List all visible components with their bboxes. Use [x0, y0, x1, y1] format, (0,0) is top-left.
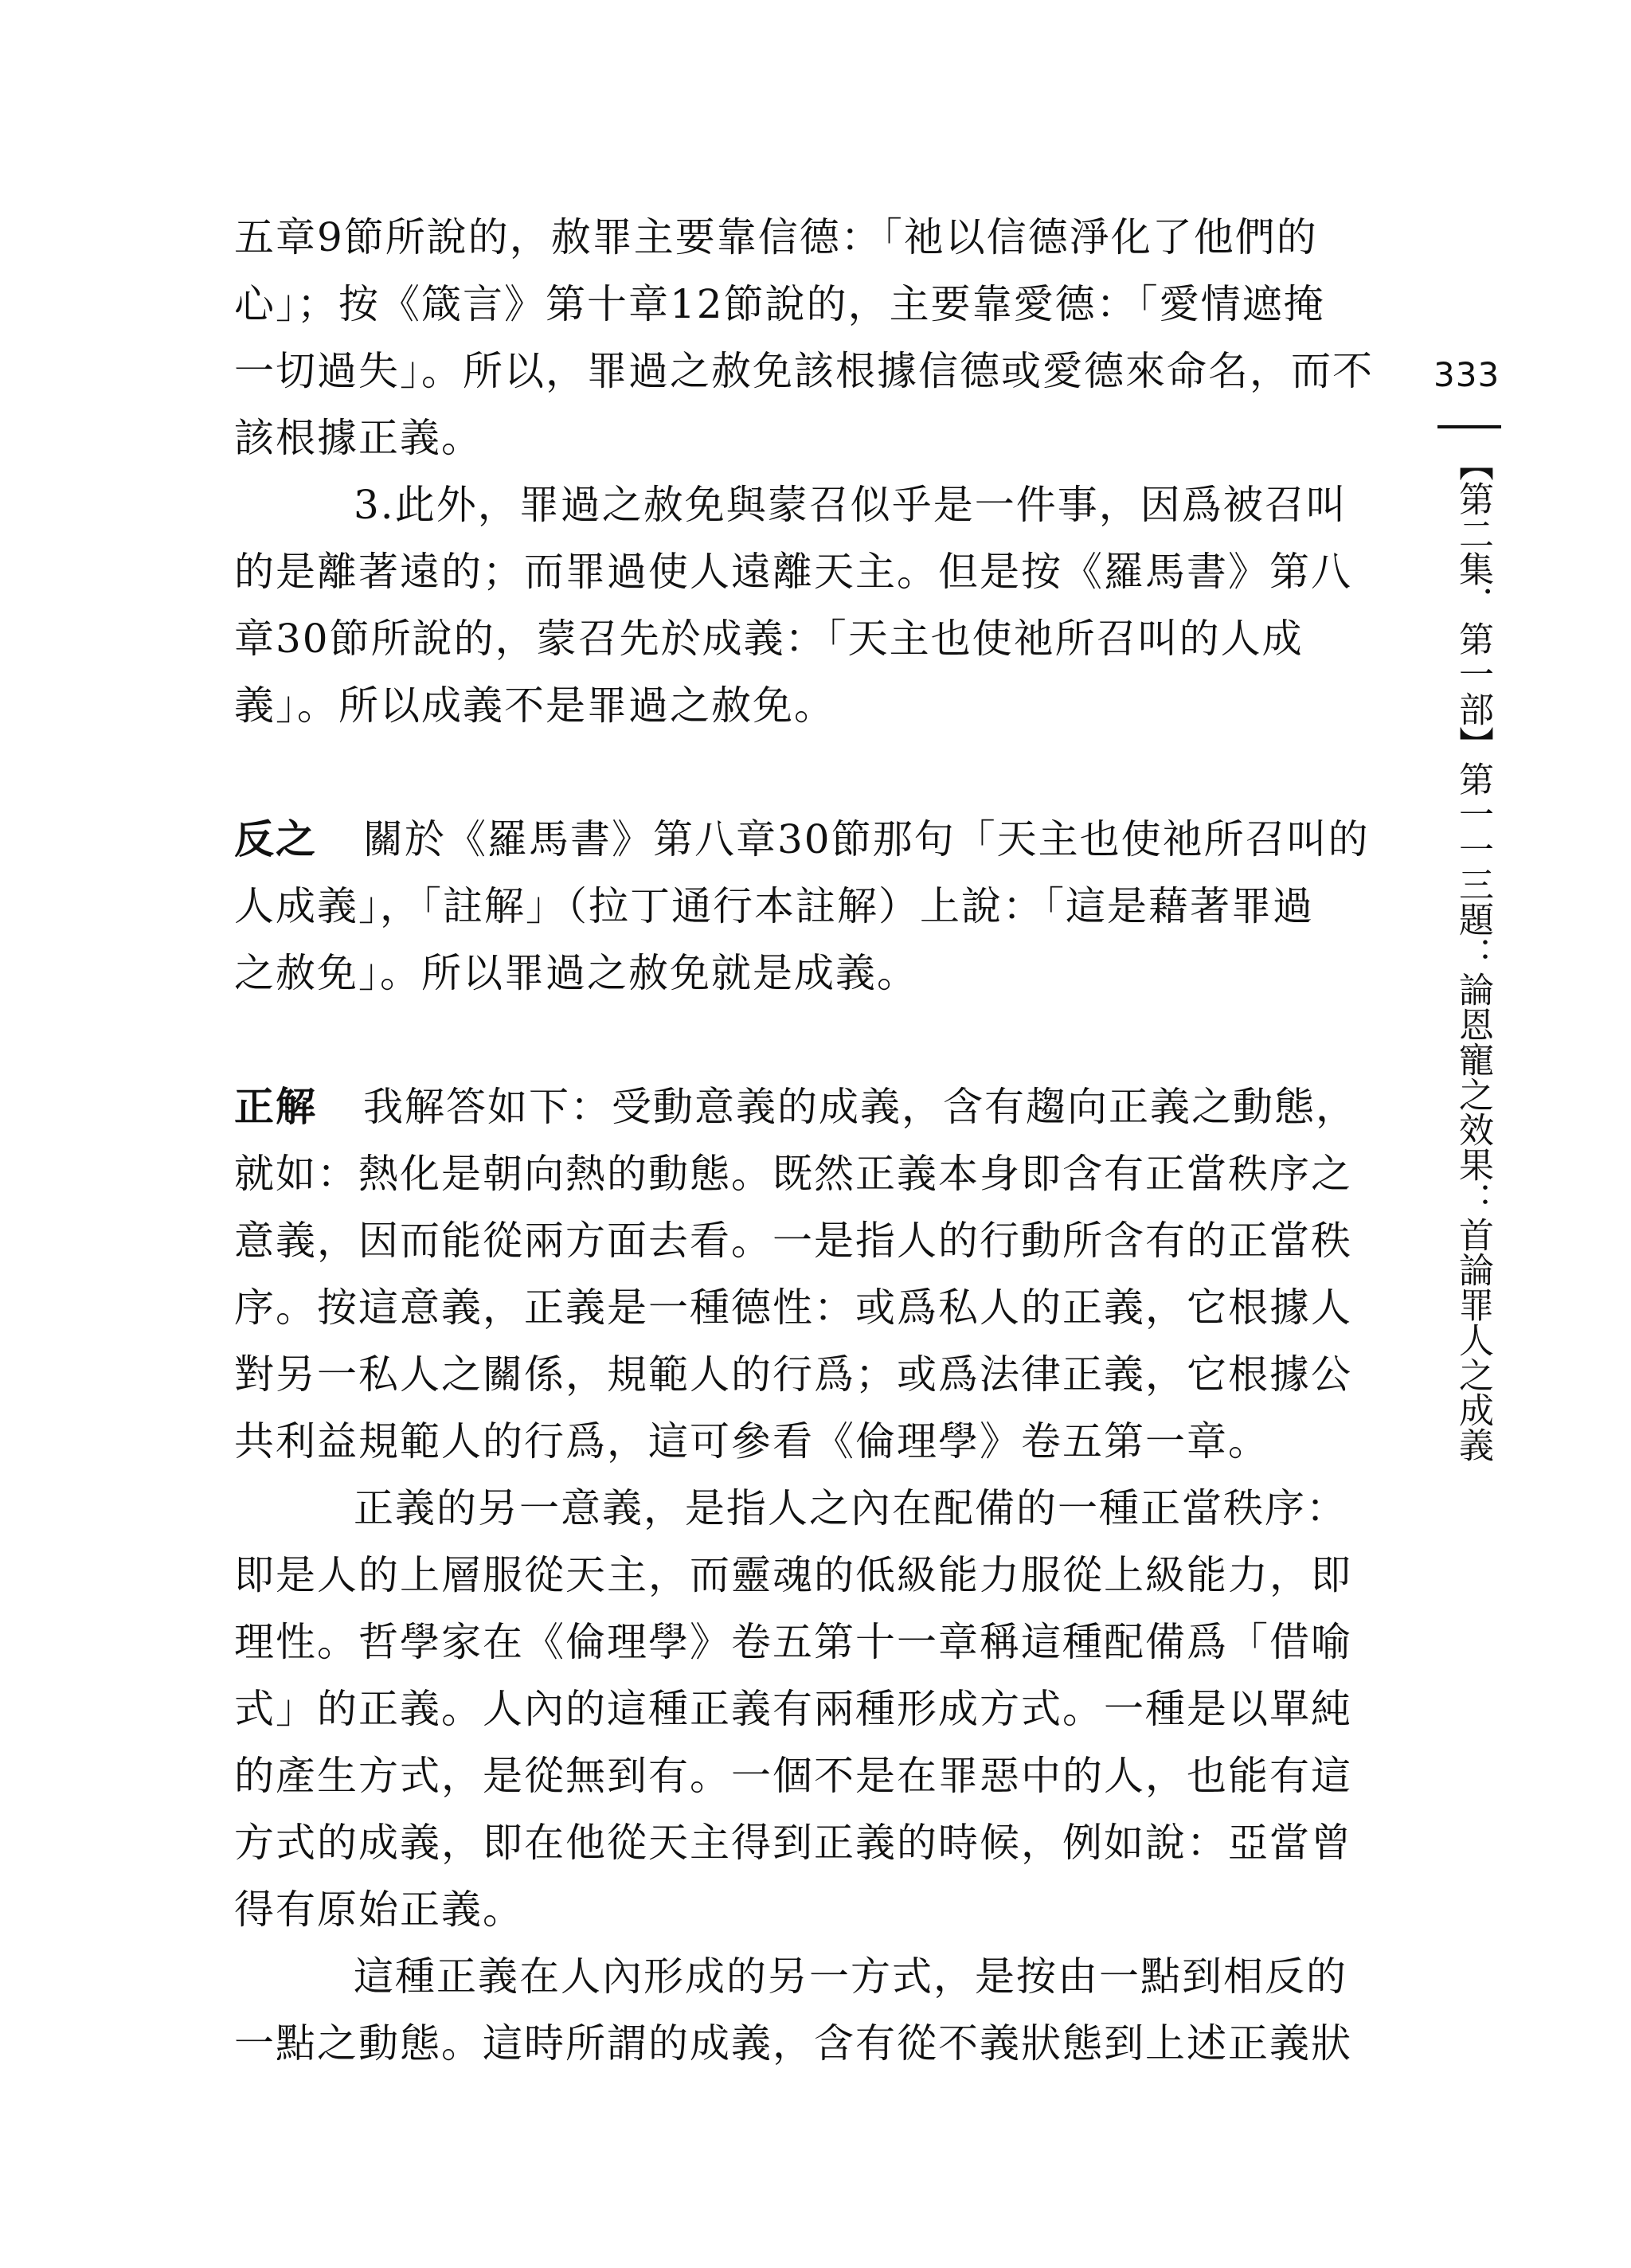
- page-number: 333: [1433, 355, 1500, 394]
- text-line: 義」。所以成義不是罪過之赦免。: [234, 682, 835, 729]
- text-line: 五章9節所說的，赦罪主要靠信德：「祂以信德淨化了他們的: [234, 214, 1318, 260]
- text-line: 心」；按《箴言》第十章12節說的，主要靠愛德：「愛情遮掩: [234, 281, 1325, 327]
- text-line: 式」的正義。人內的這種正義有兩種形成方式。一種是以單純: [234, 1686, 1352, 1732]
- text-line-content: 關於《羅馬書》第八章30節那句「天主也使祂所召叫的: [363, 816, 1370, 862]
- text-line: 共利益規範人的行爲，這可參看《倫理學》卷五第一章。: [234, 1418, 1269, 1464]
- text-line-content: 我解答如下：受動意義的成義，含有趨向正義之動態，: [363, 1084, 1357, 1130]
- text-line: 之赦免」。所以罪過之赦免就是成義。: [234, 950, 918, 996]
- paragraph-on-the-contrary: [234, 806, 1381, 1007]
- text-line: 的產生方式，是從無到有。一個不是在罪惡中的人，也能有這: [234, 1753, 1352, 1799]
- text-line: 章30節所說的，蒙召先於成義：「天主也使祂所召叫的人成: [234, 616, 1304, 662]
- text-line: 人成義」，「註解」（拉丁通行本註解）上說：「這是藉著罪過: [234, 883, 1314, 929]
- text-line: 的是離著遠的；而罪過使人遠離天主。但是按《羅馬書》第八: [234, 549, 1352, 595]
- body-text: [234, 204, 1381, 2077]
- text-line: 序。按這意義，正義是一種德性：或爲私人的正義，它根據人: [234, 1285, 1352, 1331]
- text-line: 對另一私人之關係，規範人的行爲；或爲法律正義，它根據公: [234, 1351, 1352, 1398]
- section-heading: 反之: [234, 816, 317, 862]
- text-line: 該根據正義。: [234, 415, 483, 461]
- text-line: 意義，因而能從兩方面去看。一是指人的行動所含有的正當秩: [234, 1218, 1352, 1264]
- text-line: [234, 1073, 1381, 1140]
- paragraph-justice-second-meaning: [234, 1475, 1381, 1943]
- running-head: 【第二集．第一部】第一一三題：論恩寵之效果：首論罪人之成義: [1453, 446, 1493, 1462]
- text-line: [234, 806, 1381, 873]
- text-line: 一點之動態。這時所謂的成義，含有從不義狀態到上述正義狀: [234, 2020, 1352, 2067]
- paragraph-answer: [234, 1073, 1381, 1475]
- text-line: 理性。哲學家在《倫理學》卷五第十一章稱這種配備爲「借喻: [234, 1619, 1352, 1665]
- section-heading: 正解: [234, 1084, 317, 1130]
- header-rule: [1437, 425, 1501, 428]
- text-line: 方式的成義，即在他從天主得到正義的時候，例如說：亞當曾: [234, 1820, 1352, 1866]
- paragraph-other-mode: [234, 1943, 1381, 2077]
- text-line: 這種正義在人內形成的另一方式，是按由一點到相反的: [354, 1953, 1347, 2000]
- text-line: 一切過失」。所以，罪過之赦免該根據信德或愛德來命名，而不: [234, 348, 1374, 394]
- paragraph-continuation: [234, 204, 1381, 471]
- text-line: 即是人的上層服從天主，而靈魂的低級能力服從上級能力，即: [234, 1552, 1352, 1598]
- text-line: 就如：熱化是朝向熱的動態。既然正義本身即含有正當秩序之: [234, 1151, 1352, 1197]
- paragraph-objection-3: [234, 471, 1381, 739]
- text-line: 正義的另一意義，是指人之內在配備的一種正當秩序：: [354, 1485, 1347, 1531]
- text-line: 得有原始正義。: [234, 1887, 524, 1933]
- text-line: 3.此外，罪過之赦免與蒙召似乎是一件事，因爲被召叫: [354, 482, 1347, 528]
